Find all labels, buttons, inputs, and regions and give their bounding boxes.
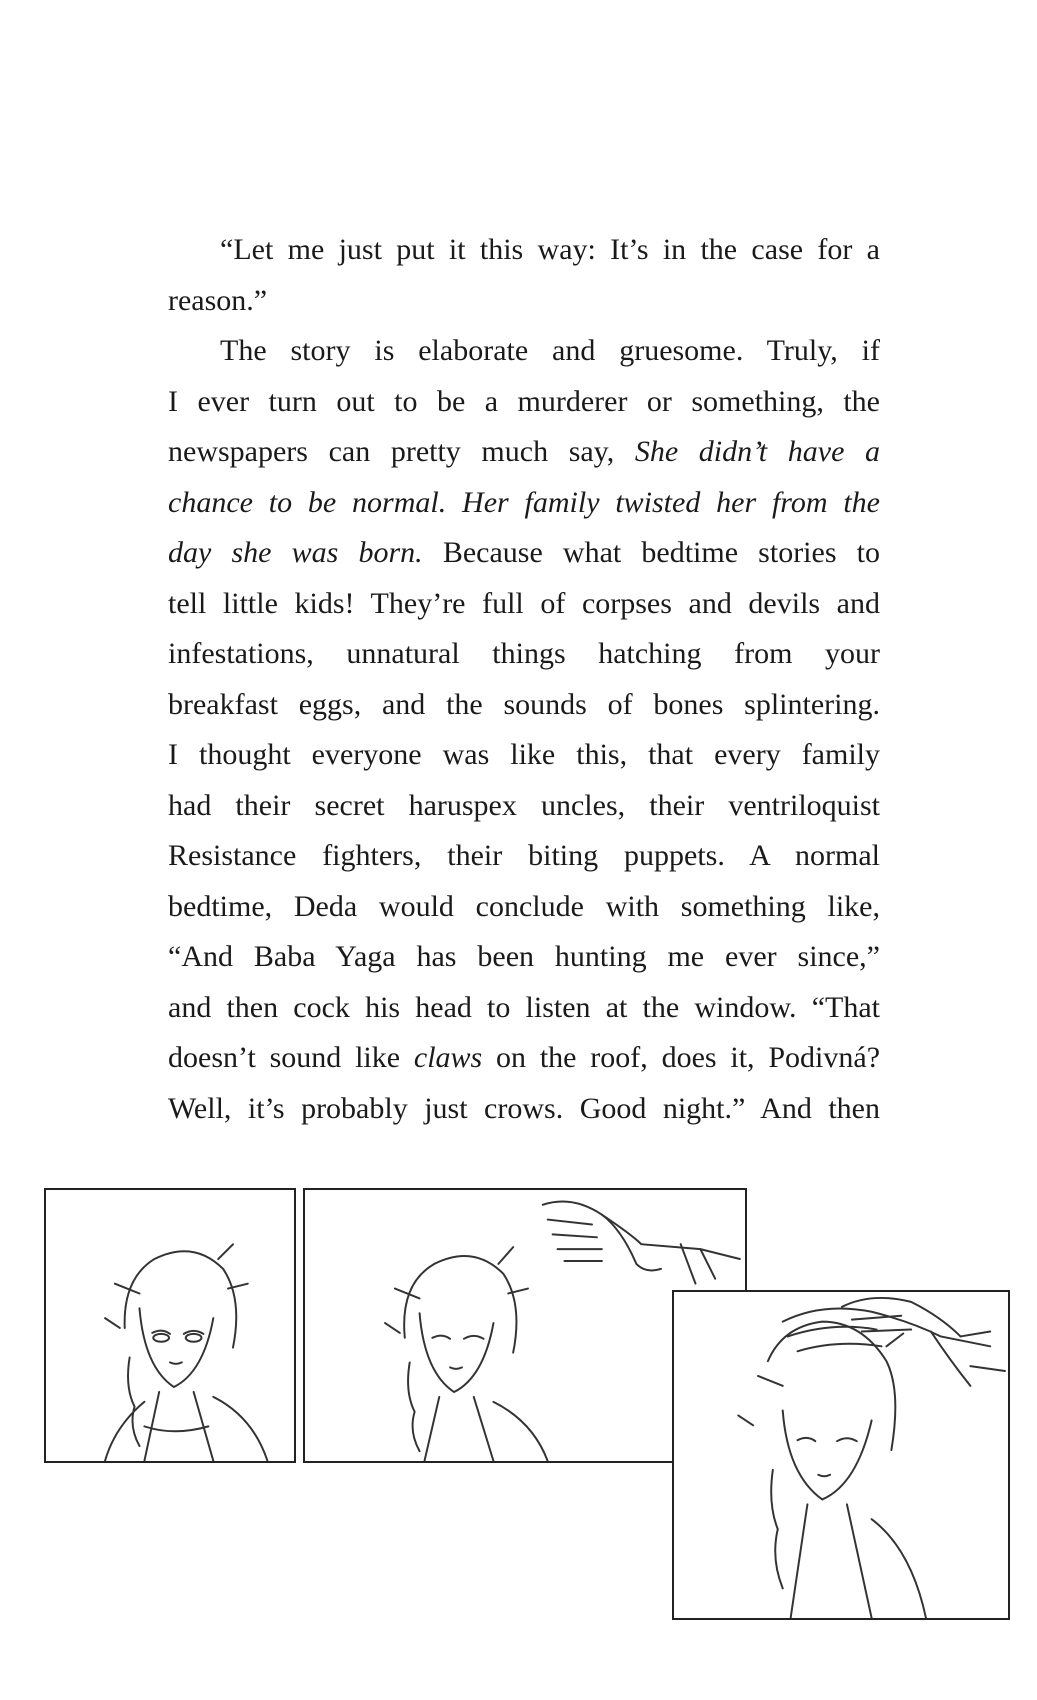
text-span: Because what bedtime stories to bbox=[442, 536, 881, 569]
comic-panel-3 bbox=[672, 1290, 1010, 1620]
text-line: The story is elaborate and gruesome. Truly, if bbox=[220, 334, 880, 367]
text-line: Well, it’s probably just crows. Good night.” And then bbox=[168, 1091, 880, 1125]
italic-span: claws bbox=[413, 1041, 483, 1074]
text-line: had their secret haruspex uncles, their ventriloquist bbox=[168, 788, 880, 822]
text-line: I ever turn out to be a murderer or something, the bbox=[168, 384, 880, 418]
text-span: doesn’t sound like bbox=[168, 1041, 401, 1074]
text-span: on the roof, does it, Podivná? bbox=[496, 1041, 881, 1074]
girl-hands-on-head-drawing bbox=[674, 1292, 1008, 1618]
paragraph-1 bbox=[168, 225, 880, 326]
text-line: tell little kids! They’re full of corpses and devils and bbox=[168, 586, 880, 620]
girl-neutral-drawing bbox=[46, 1190, 294, 1461]
text-line: and then cock his head to listen at the window. “That bbox=[168, 990, 880, 1024]
italic-span: She didn’t have a bbox=[634, 435, 881, 468]
text-line: reason.” bbox=[168, 283, 268, 317]
text-line bbox=[168, 528, 880, 579]
comic-panel-1 bbox=[44, 1188, 296, 1463]
text-line: “And Baba Yaga has been hunting me ever since,” bbox=[168, 940, 880, 973]
text-span: newspapers can pretty much say, bbox=[168, 435, 615, 468]
body-text bbox=[168, 225, 880, 1134]
text-line bbox=[168, 478, 880, 529]
italic-span: day she was born. bbox=[168, 536, 423, 569]
text-line bbox=[168, 427, 880, 478]
text-line bbox=[168, 1033, 880, 1084]
text-line: I thought everyone was like this, that every family bbox=[168, 738, 880, 771]
text-line: breakfast eggs, and the sounds of bones splintering. bbox=[168, 687, 880, 721]
italic-span: chance to be normal. Her family twisted her from the bbox=[168, 485, 880, 519]
text-line: bedtime, Deda would conclude with something like, bbox=[168, 889, 880, 923]
text-line: infestations, unnatural things hatching from your bbox=[168, 637, 880, 670]
paragraph-2 bbox=[168, 326, 880, 1134]
text-line: “Let me just put it this way: It’s in the case for a bbox=[220, 233, 880, 266]
text-line: Resistance fighters, their biting puppets. A normal bbox=[168, 839, 880, 872]
